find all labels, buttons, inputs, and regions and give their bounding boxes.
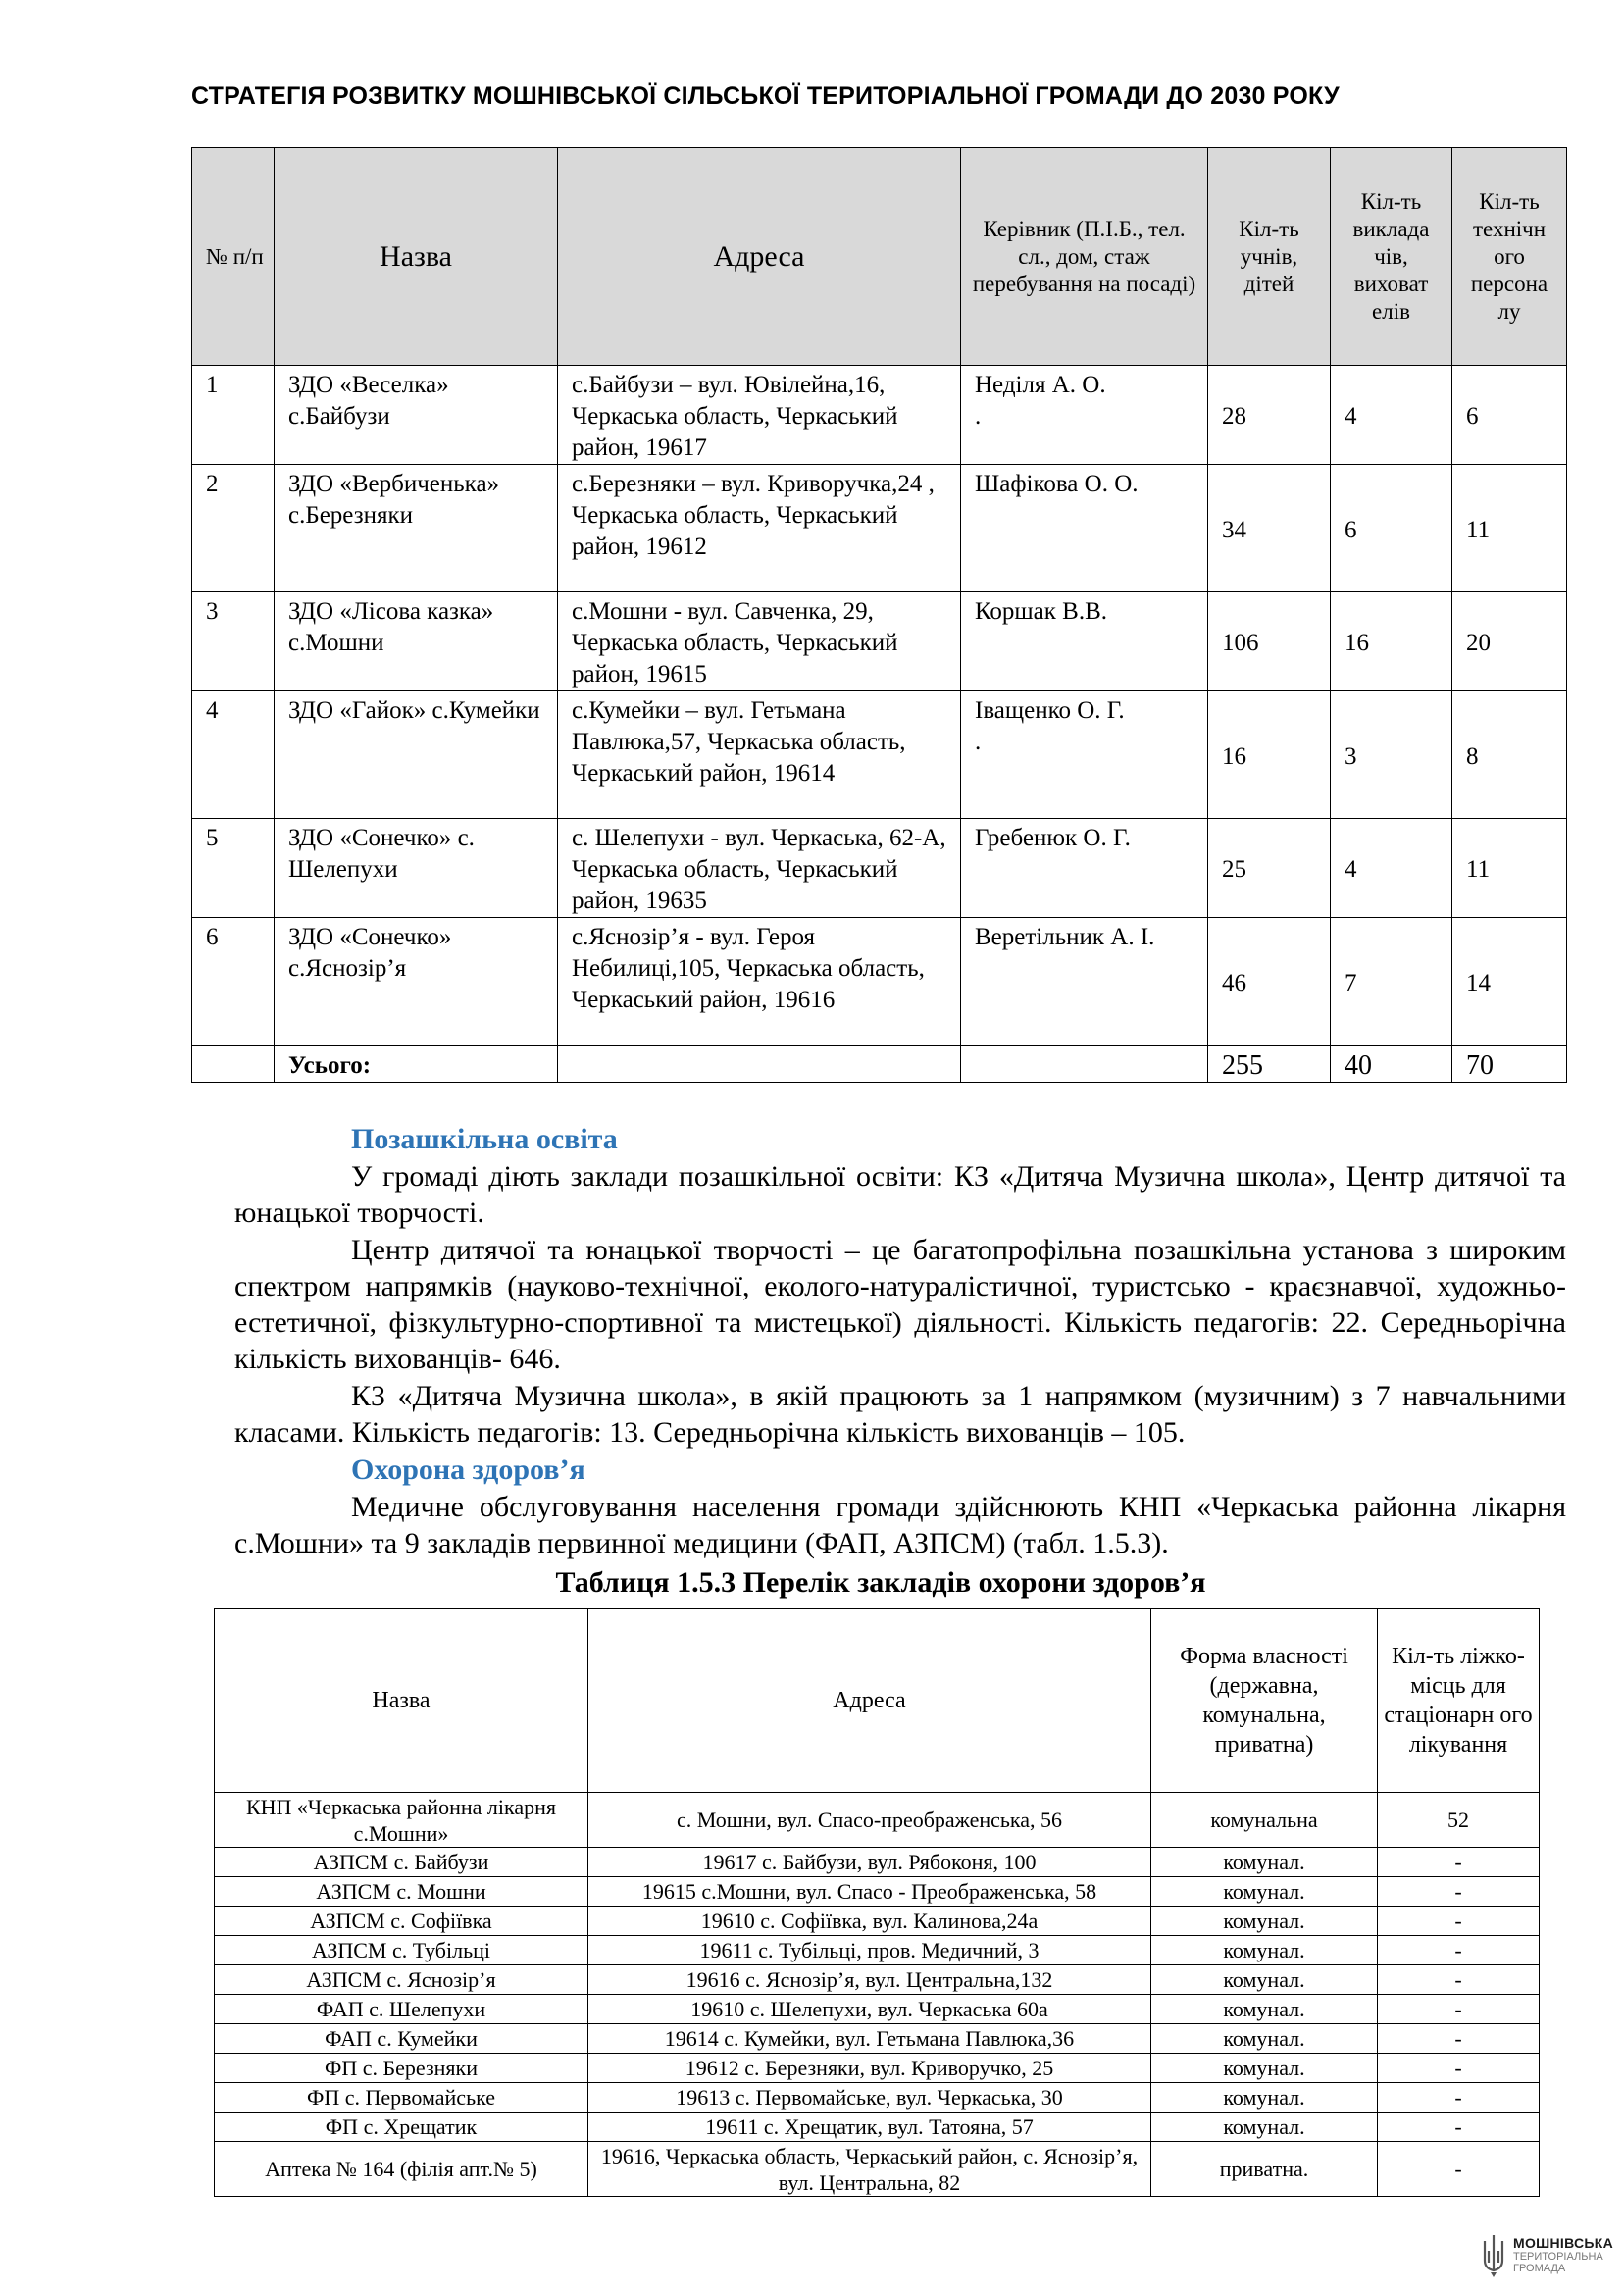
- row-head: [961, 918, 1208, 1046]
- row-name: АЗПСМ с. Байбузи: [215, 1848, 588, 1877]
- row-address: 19611 с. Хрещатик, вул. Татояна, 57: [588, 2113, 1151, 2142]
- row-teachers: 4: [1331, 819, 1452, 918]
- row-name: ФАП с. Шелепухи: [215, 1995, 588, 2024]
- table-row: [192, 366, 1567, 465]
- row-name: ЗДО «Сонечко» с.Яснозір’я: [275, 918, 558, 1046]
- total-label: Усього:: [275, 1046, 558, 1083]
- row-beds: -: [1378, 2054, 1540, 2083]
- row-number: 3: [192, 592, 275, 691]
- row-address: с.Яснозір’я - вул. Героя Небилиці,105, Черкаська область, Черкаський район, 19616: [558, 918, 961, 1046]
- healthcare-table: [214, 1608, 1540, 2197]
- row-head-name: Коршак В.В.: [975, 598, 1108, 625]
- row-beds: -: [1378, 1936, 1540, 1965]
- table-row: [215, 1965, 1540, 1995]
- column-header-head: Керівник (П.І.Б., тел. сл., дом, стаж перебування на посаді): [961, 148, 1208, 366]
- table-row: [215, 1936, 1540, 1965]
- document-header-title: СТРАТЕГІЯ РОЗВИТКУ МОШНІВСЬКОЇ СІЛЬСЬКОЇ ТЕРИТОРІАЛЬНОЇ ГРОМАДИ ДО 2030 РОКУ: [191, 82, 1340, 110]
- column-header-staff: Кіл-ть технічн ого персона лу: [1452, 148, 1567, 366]
- row-name: ЗДО «Вербиченька» с.Березняки: [275, 465, 558, 592]
- row-head-name: Неділя А. О.: [975, 372, 1106, 398]
- row-head-name: Гребенюк О. Г.: [975, 825, 1131, 851]
- table-row: [192, 465, 1567, 592]
- row-address: 19611 с. Тубільці, пров. Медичний, 3: [588, 1936, 1151, 1965]
- row-ownership: комунальна: [1151, 1793, 1378, 1848]
- row-head-name: Шафікова О. О.: [975, 471, 1139, 497]
- logo-text-line1: МОШНІВСЬКА: [1513, 2235, 1614, 2251]
- total-empty-cell: [558, 1046, 961, 1083]
- table-caption: Таблиця 1.5.3 Перелік закладів охорони здоров’я: [555, 1566, 1206, 1599]
- row-name: ФП с. Первомайське: [215, 2083, 588, 2113]
- row-staff: 11: [1452, 465, 1567, 592]
- row-address: с.Кумейки – вул. Гетьмана Павлюка,57, Черкаська область, Черкаський район, 19614: [558, 691, 961, 819]
- row-ownership: комунал.: [1151, 2083, 1378, 2113]
- table-header-row: [215, 1609, 1540, 1793]
- row-ownership: комунал.: [1151, 2024, 1378, 2054]
- row-head: [961, 366, 1208, 465]
- row-teachers: 6: [1331, 465, 1452, 592]
- row-teachers: 4: [1331, 366, 1452, 465]
- row-ownership: комунал.: [1151, 2054, 1378, 2083]
- table-row: [215, 2113, 1540, 2142]
- row-name: АЗПСМ с. Тубільці: [215, 1936, 588, 1965]
- column-header-number: № п/п: [192, 148, 275, 366]
- column-header-pupils: Кіл-ть учнів, дітей: [1208, 148, 1331, 366]
- row-address: 19614 с. Кумейки, вул. Гетьмана Павлюка,36: [588, 2024, 1151, 2054]
- row-address: 19616, Черкаська область, Черкаський район, с. Яснозір’я, вул. Центральна, 82: [588, 2142, 1151, 2197]
- row-name: ЗДО «Гайок» с.Кумейки: [275, 691, 558, 819]
- column-header-name: Назва: [215, 1609, 588, 1793]
- row-ownership: комунал.: [1151, 1848, 1378, 1877]
- row-head: [961, 592, 1208, 691]
- row-number: 2: [192, 465, 275, 592]
- row-number: 6: [192, 918, 275, 1046]
- row-beds: -: [1378, 1877, 1540, 1907]
- row-address: с. Мошни, вул. Спасо-преображенська, 56: [588, 1793, 1151, 1848]
- row-name: ФАП с. Кумейки: [215, 2024, 588, 2054]
- table-row: [215, 2054, 1540, 2083]
- table-row: [215, 1995, 1540, 2024]
- row-ownership: комунал.: [1151, 1936, 1378, 1965]
- table-row: [215, 1907, 1540, 1936]
- row-ownership: комунал.: [1151, 2113, 1378, 2142]
- row-head-name: Іващенко О. Г.: [975, 697, 1125, 724]
- row-name: ФП с. Березняки: [215, 2054, 588, 2083]
- row-address: с.Байбузи – вул. Ювілейна,16, Черкаська область, Черкаський район, 19617: [558, 366, 961, 465]
- row-name: ЗДО «Сонечко» с. Шелепухи: [275, 819, 558, 918]
- kindergarten-table: [191, 147, 1567, 1083]
- row-ownership: комунал.: [1151, 1965, 1378, 1995]
- column-header-beds: Кіл-ть ліжко-місць для стаціонарн ого лікування: [1378, 1609, 1540, 1793]
- row-address: 19617 с. Байбузи, вул. Рябоконя, 100: [588, 1848, 1151, 1877]
- row-address: 19615 с.Мошни, вул. Спасо - Преображенська, 58: [588, 1877, 1151, 1907]
- row-ownership: комунал.: [1151, 1877, 1378, 1907]
- row-head-name: Веретільник А. І.: [975, 924, 1155, 950]
- row-address: с. Шелепухи - вул. Черкаська, 62-А, Черкаська область, Черкаський район, 19635: [558, 819, 961, 918]
- row-beds: -: [1378, 2113, 1540, 2142]
- row-address: с.Березняки – вул. Криворучка,24 , Черкаська область, Черкаський район, 19612: [558, 465, 961, 592]
- table-row: [192, 592, 1567, 691]
- row-beds: -: [1378, 2024, 1540, 2054]
- row-head: [961, 819, 1208, 918]
- row-staff: 20: [1452, 592, 1567, 691]
- row-head: [961, 465, 1208, 592]
- column-header-teachers: Кіл-ть виклада чів, виховат елів: [1331, 148, 1452, 366]
- row-address: 19613 с. Первомайське, вул. Черкаська, 30: [588, 2083, 1151, 2113]
- row-beds: -: [1378, 1907, 1540, 1936]
- row-head-note: .: [975, 403, 982, 430]
- column-header-address: Адреса: [558, 148, 961, 366]
- row-beds: -: [1378, 1965, 1540, 1995]
- row-address: 19616 с. Яснозір’я, вул. Центральна,132: [588, 1965, 1151, 1995]
- table-total-row: [192, 1046, 1567, 1083]
- row-beds: -: [1378, 1995, 1540, 2024]
- row-address: 19610 с. Софіївка, вул. Калинова,24а: [588, 1907, 1151, 1936]
- row-beds: -: [1378, 1848, 1540, 1877]
- row-teachers: 3: [1331, 691, 1452, 819]
- trident-emblem-icon: [1481, 2231, 1506, 2280]
- row-address: 19610 с. Шелепухи, вул. Черкаська 60а: [588, 1995, 1151, 2024]
- row-name: АЗПСМ с. Мошни: [215, 1877, 588, 1907]
- paragraph-healthcare-1: Медичне обслуговування населення громади здійснюють КНП «Черкаська районна лікарня с.Мошни» та 9 закладів первинної медицини (ФАП, АЗПСМ) (табл. 1.5.3).: [234, 1491, 1566, 1559]
- row-name: АЗПСМ с. Яснозір’я: [215, 1965, 588, 1995]
- row-address: 19612 с. Березняки, вул. Криворучко, 25: [588, 2054, 1151, 2083]
- row-teachers: 7: [1331, 918, 1452, 1046]
- row-staff: 8: [1452, 691, 1567, 819]
- row-ownership: приватна.: [1151, 2142, 1378, 2197]
- row-number: 1: [192, 366, 275, 465]
- row-name: ЗДО «Веселка» с.Байбузи: [275, 366, 558, 465]
- row-name: Аптека № 164 (філія апт.№ 5): [215, 2142, 588, 2197]
- row-number: 4: [192, 691, 275, 819]
- row-name: АЗПСМ с. Софіївка: [215, 1907, 588, 1936]
- row-name: КНП «Черкаська районна лікарня с.Мошни»: [215, 1793, 588, 1848]
- row-beds: 52: [1378, 1793, 1540, 1848]
- row-pupils: 28: [1208, 366, 1331, 465]
- table-row: [192, 819, 1567, 918]
- column-header-name: Назва: [275, 148, 558, 366]
- row-staff: 6: [1452, 366, 1567, 465]
- row-head-note: .: [975, 729, 982, 755]
- row-ownership: комунал.: [1151, 1907, 1378, 1936]
- row-beds: -: [1378, 2142, 1540, 2197]
- row-address: с.Мошни - вул. Савченка, 29, Черкаська область, Черкаський район, 19615: [558, 592, 961, 691]
- row-ownership: комунал.: [1151, 1995, 1378, 2024]
- row-staff: 11: [1452, 819, 1567, 918]
- logo-text-line3: ГРОМАДА: [1513, 2263, 1566, 2274]
- row-pupils: 25: [1208, 819, 1331, 918]
- total-empty-cell: [961, 1046, 1208, 1083]
- row-beds: -: [1378, 2083, 1540, 2113]
- paragraph-extracurricular-1: У громаді діють заклади позашкільної освіти: КЗ «Дитяча Музична школа», Центр дитячої та юнацької творчості.: [234, 1160, 1566, 1229]
- table-row: [215, 2024, 1540, 2054]
- row-head: [961, 691, 1208, 819]
- table-row: [215, 1848, 1540, 1877]
- row-number: 5: [192, 819, 275, 918]
- row-pupils: 34: [1208, 465, 1331, 592]
- section-heading-extracurricular: Позашкільна освіта: [351, 1123, 618, 1155]
- row-name: ЗДО «Лісова казка» с.Мошни: [275, 592, 558, 691]
- row-pupils: 16: [1208, 691, 1331, 819]
- paragraph-extracurricular-2: Центр дитячої та юнацької творчості – це багатопрофільна позашкільна установа з широким спектром напрямків (науково-технічної, еколого-натуралістичної, туристсько - краєзнавчої, художньо-естетичної, фізкультурно-спортивної та мистецької) діяльності. Кількість педагогів: 22. Середньорічна кількість вихованців- 646.: [234, 1234, 1566, 1375]
- table-row: [192, 691, 1567, 819]
- column-header-ownership: Форма власності (державна, комунальна, приватна): [1151, 1609, 1378, 1793]
- table-header-row: [192, 148, 1567, 366]
- table-row: [215, 2083, 1540, 2113]
- row-pupils: 106: [1208, 592, 1331, 691]
- row-pupils: 46: [1208, 918, 1331, 1046]
- total-teachers: 40: [1331, 1046, 1452, 1083]
- total-pupils: 255: [1208, 1046, 1331, 1083]
- total-empty-cell: [192, 1046, 275, 1083]
- row-teachers: 16: [1331, 592, 1452, 691]
- row-name: ФП с. Хрещатик: [215, 2113, 588, 2142]
- table-row: [215, 1877, 1540, 1907]
- paragraph-extracurricular-3: КЗ «Дитяча Музична школа», в якій працюють за 1 напрямком (музичним) з 7 навчальними класами. Кількість педагогів: 13. Середньорічна кількість вихованців – 105.: [234, 1380, 1566, 1449]
- table-row: [215, 1793, 1540, 1848]
- community-logo: [1481, 2231, 1613, 2280]
- table-row: [215, 2142, 1540, 2197]
- column-header-address: Адреса: [588, 1609, 1151, 1793]
- total-staff: 70: [1452, 1046, 1567, 1083]
- row-staff: 14: [1452, 918, 1567, 1046]
- table-row: [192, 918, 1567, 1046]
- section-heading-healthcare: Охорона здоров’я: [351, 1453, 585, 1486]
- logo-text-line2: ТЕРИТОРІАЛЬНА: [1513, 2251, 1603, 2263]
